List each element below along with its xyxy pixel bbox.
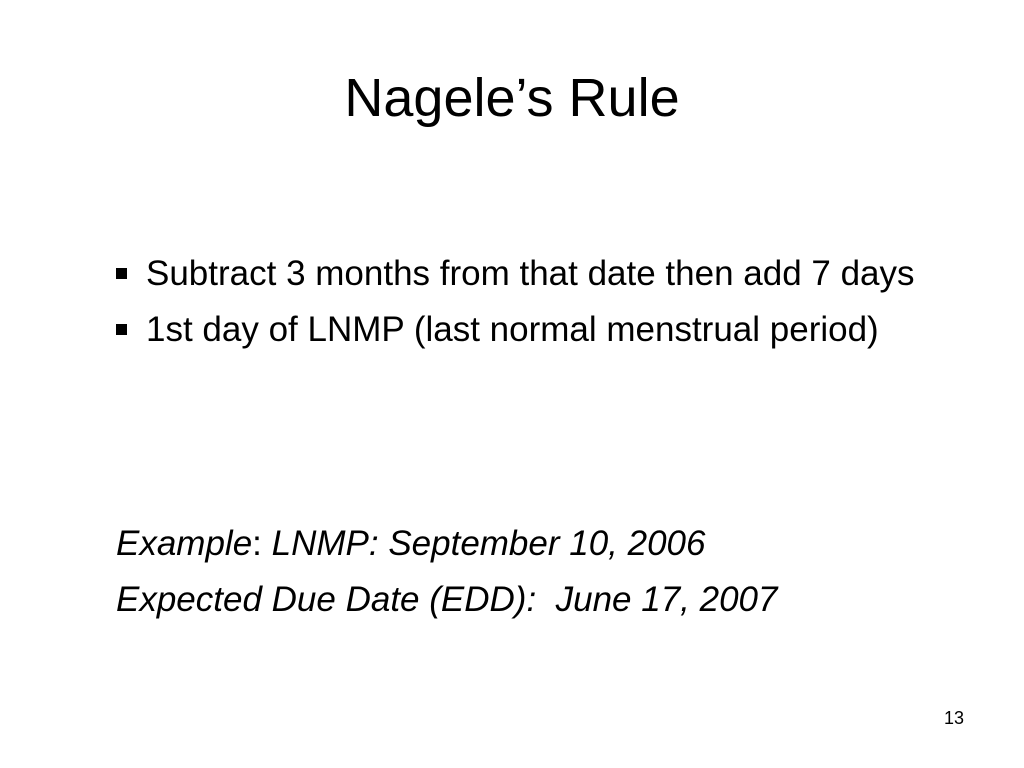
edd-label: Expected Due Date (EDD): [116,580,537,619]
bullet-item [112,250,952,298]
example-label: Example [116,524,253,563]
example-line [116,520,706,568]
square-bullet-icon [116,268,127,279]
page-number: 13 [943,708,964,728]
bullet-text: Subtract 3 months from that date then add 7 days [146,254,915,293]
edd-value: June 17, 2007 [555,580,778,619]
example-separator: : [252,524,272,563]
edd-line [116,576,778,624]
slide-title: Nagele’s Rule [344,68,680,128]
square-bullet-icon [116,324,127,335]
bullet-list [112,250,952,362]
bullet-text: 1st day of LNMP (last normal menstrual period) [146,310,879,349]
bullet-item [112,306,952,354]
example-value: LNMP: September 10, 2006 [271,524,706,563]
